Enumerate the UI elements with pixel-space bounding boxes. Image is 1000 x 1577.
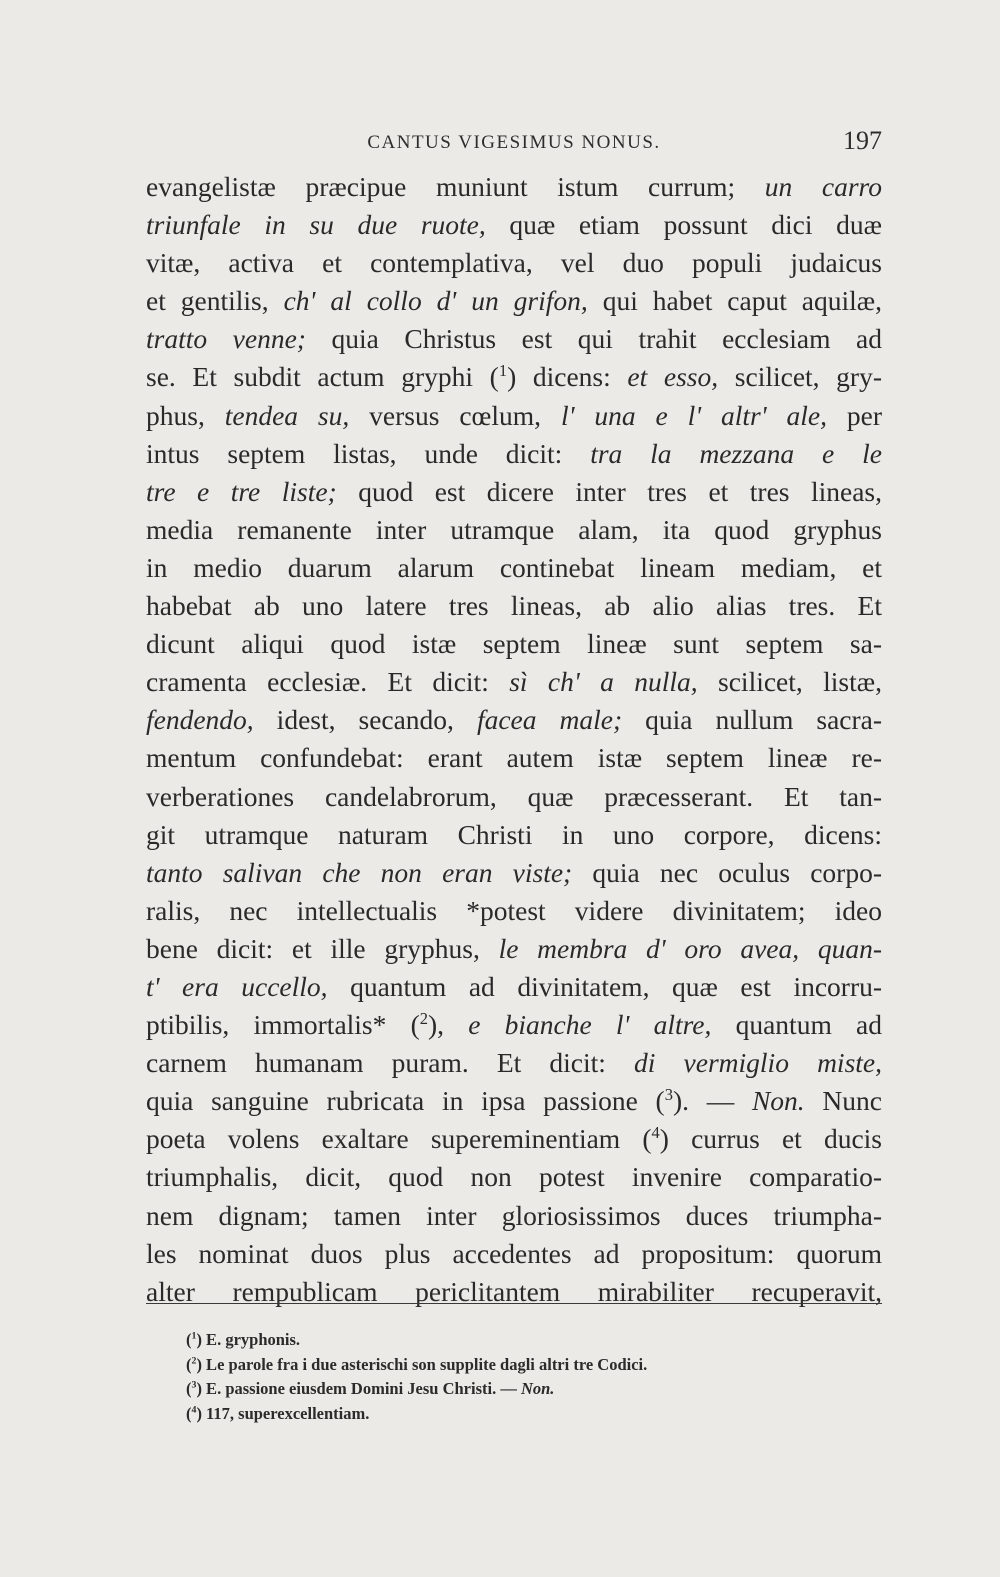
text-line [146,778,882,816]
text-run: et gentilis, [146,285,284,317]
footnote-marker: 1 [191,1330,197,1342]
footnote [186,1353,882,1378]
text-run: in medio duarum alarum continebat lineam mediam, et [146,551,882,583]
text-line [146,206,882,244]
text-line [146,473,882,511]
text-line [146,1158,882,1196]
italic-text: le membra d' oro avea, quan- [498,932,882,964]
body-text [146,168,882,1311]
text-run: git utramque naturam Christi in uno corpore, dicens: [146,818,882,850]
text-line [146,1273,882,1311]
text-line [146,282,882,320]
text-line [146,549,882,587]
text-run: versus cœlum, [349,399,561,431]
text-line [146,511,882,549]
text-run: dicunt aliqui quod istæ septem lineæ sunt septem sa- [146,628,882,660]
footnote-marker: 1 [498,361,508,381]
text-run: nem dignam; tamen inter gloriosissimos duces triumpha- [146,1199,882,1231]
footnote-marker: 2 [191,1355,197,1366]
italic-text: tratto venne; [146,323,306,355]
text-run: quæ etiam possunt dici duæ [485,209,882,241]
text-run: scilicet, listæ, [697,666,882,698]
running-title: CANTUS VIGESIMUS NONUS. [367,132,661,153]
text-line [146,244,882,282]
text-run: evangelistæ præcipue muniunt istum currum; [146,171,765,202]
text-line [146,435,882,473]
text-run: ralis, nec intellectualis *potest videre divinitatem; ideo [146,894,882,926]
footnote [186,1377,882,1402]
text-line [146,625,882,663]
text-run: cramenta ecclesiæ. Et dicit: [146,666,510,698]
text-run: quia Christus est qui trahit ecclesiam ad [305,323,882,355]
text-run: intus septem listas, unde dicit: [146,437,591,469]
text-line [146,930,882,968]
text-run: quia sanguine rubricata in ipsa passione ( [146,1085,665,1117]
italic-text: tre e tre liste; [146,475,337,507]
text-run: quantum ad [711,1009,882,1041]
text-run: mentum confundebat: erant autem istæ septem lineæ re- [146,742,882,774]
text-run: ) dicens: [507,361,628,393]
text-line [146,358,882,396]
footnote [186,1328,882,1353]
text-run: ( [186,1379,192,1398]
italic-text: l' una e l' altr' ale, [560,399,827,431]
text-line [146,1082,882,1120]
text-run: ) currus et ducis [659,1123,882,1155]
text-run: ) Le parole fra i due asterischi son supplite dagli altri tre Codici. [196,1354,648,1374]
italic-text: t' era uccello, [146,970,328,1002]
italic-text: et esso, [627,361,719,393]
running-head [146,124,882,158]
footnote-marker: 3 [191,1379,197,1391]
italic-text: Non. [751,1085,805,1117]
text-line [146,168,882,206]
text-line [146,854,882,892]
text-run: ( [186,1403,192,1423]
italic-text: tanto salivan che non eran viste; [146,856,573,888]
text-run: media remanente inter utramque alam, ita quod gryphus [146,513,882,545]
text-line [146,320,882,358]
italic-text: tendea su, [224,399,350,431]
text-line [146,739,882,777]
text-run: Nunc [804,1085,882,1117]
italic-text: di vermiglio miste, [634,1047,882,1079]
text-run: ptibilis, immortalis* ( [146,1009,420,1041]
text-run: carnem humanam puram. Et dicit: [146,1047,635,1079]
text-line [146,1044,882,1082]
footnote-rule [146,1303,882,1304]
text-line [146,587,882,625]
text-run: triumphalis, dicit, quod non potest invenire comparatio- [146,1161,882,1193]
italic-text: facea male; [476,704,623,736]
text-line [146,1197,882,1235]
text-run: quia nec oculus corpo- [572,856,882,888]
text-line [146,816,882,854]
text-run: vitæ, activa et contemplativa, vel duo populi judaicus [146,247,882,279]
text-run: les nominat duos plus accedentes ad propositum: quorum [146,1237,882,1269]
text-run: alter rempublicam periclitantem mirabiliter recuperavit, [146,1275,882,1307]
text-run: ) E. passione eiusdem Domini Jesu Christi. — [196,1379,521,1398]
footnote [186,1402,882,1427]
text-run: ( [186,1330,192,1349]
text-run: verberationes candelabrorum, quæ præcesserant. Et tan- [146,780,882,812]
text-line [146,1006,882,1044]
text-run: poeta volens exaltare supereminentiam ( [146,1123,652,1155]
text-run: bene dicit: et ille gryphus, [146,932,499,964]
text-run: ), [428,1009,469,1041]
text-line [146,968,882,1006]
text-line [146,1120,882,1158]
text-run: quod est dicere inter tres et tres lineas, [336,475,883,507]
footnotes [186,1328,882,1426]
text-run: se. Et subdit actum gryphi ( [146,361,499,393]
footnote-marker: 2 [419,1008,428,1028]
text-run: scilicet, gry- [718,361,882,393]
text-run: qui habet caput aquilæ, [587,285,883,317]
italic-text: un carro [764,171,882,202]
text-run: ) 117, superexcellentiam. [196,1403,370,1423]
footnote-marker: 4 [191,1404,197,1415]
text-line [146,892,882,930]
page-number: 197 [843,126,882,155]
text-line [146,1235,882,1273]
text-run: per [826,399,882,431]
text-line [146,663,882,701]
text-line [146,701,882,739]
footnote-marker: 4 [651,1123,660,1143]
italic-text: triunfale in su due ruote, [146,209,486,241]
italic-text: ch' al collo d' un grifon, [283,285,588,317]
italic-text: Non. [520,1379,555,1398]
text-run: idest, secando, [253,704,477,736]
text-run: ) E. gryphonis. [196,1330,301,1349]
text-run: phus, [146,399,225,431]
italic-text: sì ch' a nulla, [509,666,698,698]
text-line [146,397,882,435]
italic-text: fendendo, [146,704,254,736]
italic-text: e bianche l' altre, [468,1009,712,1041]
text-run: quia nullum sacra- [622,704,882,736]
text-run: ). — [672,1085,752,1117]
italic-text: tra la mezzana e le [590,437,882,469]
text-run: habebat ab uno latere tres lineas, ab alio alias tres. Et [146,590,882,622]
text-run: ( [186,1354,192,1374]
text-run: quantum ad divinitatem, quæ est incorru- [327,970,883,1002]
footnote-marker: 3 [664,1085,673,1105]
